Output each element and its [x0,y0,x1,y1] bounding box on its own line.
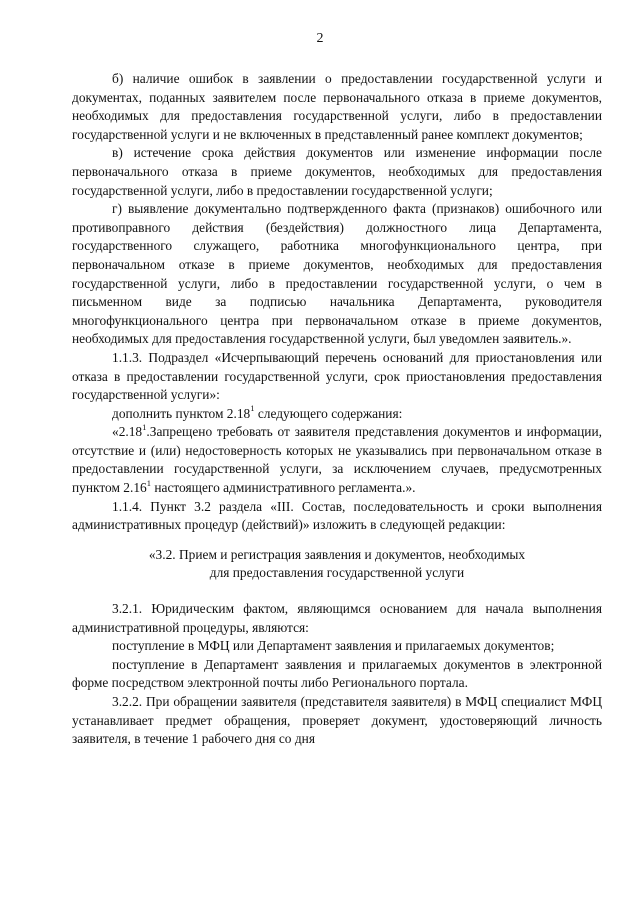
paragraph-v: в) истечение срока действия документов или изменение информации после первоначального отказа в приеме документов, необходимых для предоставления государственной услуги, либо в предоставлении государственной услуги; [72,145,602,198]
paragraph-3-2-2: 3.2.2. При обращении заявителя (представителя заявителя) в МФЦ специалист МФЦ устанавливает предмет обращения, проверяет документ, удостоверяющий личность заявителя, в течение 1 рабочего дня со дня [72,694,602,747]
section-heading [72,546,602,583]
point-text: .Запрещено требовать от заявителя представления документов и информации, отсутствие и (или) недостоверность которых не указывались при первоначальном отказе в предоставлении государственной услуги, за исключением случаев, предусмотренных пунктом 2.16 [72,424,602,496]
paragraph-1-1-4: 1.1.4. Пункт 3.2 раздела «III. Состав, последовательность и сроки выполнения административных процедур (действий)» изложить в следующей редакции: [72,498,602,533]
paragraph-mfc: поступление в МФЦ или Департамент заявления и прилагаемых документов; [112,638,555,654]
paragraph-1-1-3: 1.1.3. Подраздел «Исчерпывающий перечень оснований для приостановления или отказа в предоставлении государственной услуги, срок приостановления предоставления государственной услуги»: [72,349,602,403]
superscript: 1 [142,421,147,432]
paragraph-electronic: поступление в Департамент заявления и прилагаемых документов в электронной форме посредством электронной почты либо Регионального портала. [72,656,602,691]
paragraph-b: б) наличие ошибок в заявлении о предоставлении государственной услуги и документах, поданных заявителем после первоначального отказа в приеме документов, необходимых для предоставления государственной услуги, либо в предоставлении государственной услуги и не включенных в представленный ранее комплект документов; [72,71,602,142]
page-number: 2 [316,31,324,46]
heading-line-1: «3.2. Прием и регистрация заявления и документов, необходимых [148,546,526,562]
point-text-end: настоящего административного регламента.». [150,480,416,496]
paragraph-add-point [72,405,602,424]
paragraph-g: г) выявление документально подтвержденного факта (признаков) ошибочного или противоправного действия (бездействия) должностного лица Департамента, государственного служащего, работника многофункционального центра, при первоначальном отказе в приеме документов, необходимых для предоставления государственной услуги, либо в предоставлении государственной услуги, о чем в письменном виде за подписью начальника Департамента, руководителя многофункционального центра при первоначальном отказе в приеме документов, необходимых для предоставления государственной услуги, был уведомлен заявитель.». [72,201,602,347]
add-point-text-end: следующего содержания: [254,405,403,421]
add-point-text: дополнить пунктом 2.18 [112,405,251,421]
paragraph-2-18 [72,423,602,497]
heading-line-2: для предоставления государственной услуги [209,565,465,581]
document-body [72,70,602,749]
superscript: 1 [146,477,151,488]
paragraph-3-2-1: 3.2.1. Юридическим фактом, являющимся основанием для начала выполнения административной процедуры, являются: [72,601,602,635]
point-number: «2.18 [112,424,143,440]
spacer [72,583,602,600]
superscript: 1 [250,403,255,414]
